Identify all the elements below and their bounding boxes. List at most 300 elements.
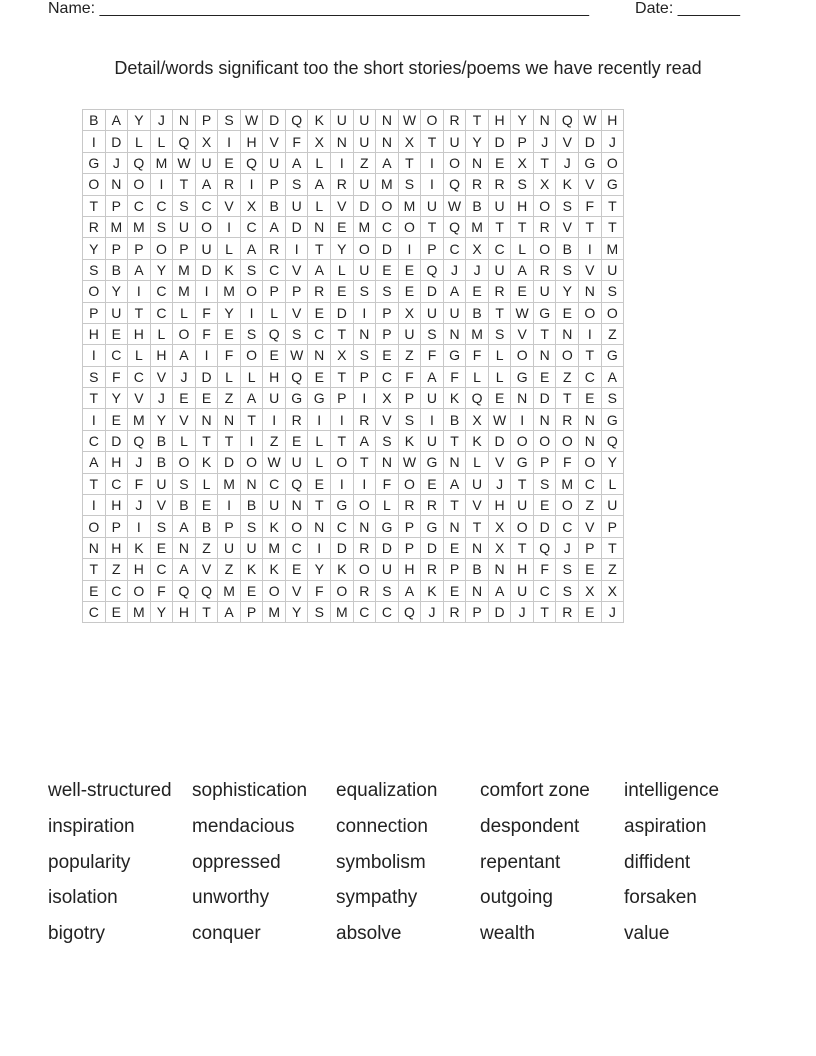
grid-cell[interactable]: G [421, 516, 444, 537]
grid-cell[interactable]: S [601, 388, 624, 409]
grid-cell[interactable]: S [150, 516, 173, 537]
grid-cell[interactable]: L [601, 473, 624, 494]
grid-cell[interactable]: H [511, 559, 534, 580]
grid-cell[interactable]: E [443, 580, 466, 601]
grid-cell[interactable]: R [556, 601, 579, 622]
grid-cell[interactable]: J [601, 601, 624, 622]
grid-cell[interactable]: W [240, 110, 263, 131]
grid-cell[interactable]: I [421, 174, 444, 195]
grid-cell[interactable]: N [285, 495, 308, 516]
grid-cell[interactable]: O [601, 302, 624, 323]
grid-cell[interactable]: W [579, 110, 602, 131]
grid-cell[interactable]: O [533, 238, 556, 259]
grid-cell[interactable]: O [511, 430, 534, 451]
grid-cell[interactable]: Y [105, 281, 128, 302]
grid-cell[interactable]: N [443, 323, 466, 344]
grid-cell[interactable]: R [308, 281, 331, 302]
grid-cell[interactable]: S [285, 174, 308, 195]
grid-cell[interactable]: K [331, 559, 354, 580]
grid-cell[interactable]: T [579, 345, 602, 366]
grid-cell[interactable]: O [511, 516, 534, 537]
grid-cell[interactable]: H [488, 495, 511, 516]
grid-cell[interactable]: A [195, 174, 218, 195]
grid-cell[interactable]: E [308, 302, 331, 323]
grid-cell[interactable]: U [421, 195, 444, 216]
grid-cell[interactable]: C [331, 516, 354, 537]
grid-cell[interactable]: F [195, 302, 218, 323]
grid-cell[interactable]: T [195, 430, 218, 451]
grid-cell[interactable]: N [579, 430, 602, 451]
grid-cell[interactable]: L [218, 238, 241, 259]
grid-cell[interactable]: P [601, 516, 624, 537]
grid-cell[interactable]: J [443, 259, 466, 280]
grid-cell[interactable]: K [443, 388, 466, 409]
grid-cell[interactable]: O [263, 580, 286, 601]
grid-cell[interactable]: T [601, 216, 624, 237]
grid-cell[interactable]: Q [195, 580, 218, 601]
grid-cell[interactable]: L [331, 259, 354, 280]
grid-cell[interactable]: P [466, 601, 489, 622]
grid-cell[interactable]: D [195, 366, 218, 387]
grid-cell[interactable]: W [488, 409, 511, 430]
grid-cell[interactable]: Y [105, 388, 128, 409]
grid-cell[interactable]: O [173, 323, 196, 344]
grid-cell[interactable]: Q [128, 430, 151, 451]
grid-cell[interactable]: S [173, 195, 196, 216]
grid-cell[interactable]: E [579, 559, 602, 580]
grid-cell[interactable]: O [353, 495, 376, 516]
grid-cell[interactable]: S [556, 195, 579, 216]
grid-cell[interactable]: I [150, 174, 173, 195]
grid-cell[interactable]: D [488, 601, 511, 622]
grid-cell[interactable]: H [83, 323, 106, 344]
grid-cell[interactable]: N [240, 473, 263, 494]
grid-cell[interactable]: I [353, 388, 376, 409]
grid-cell[interactable]: R [353, 537, 376, 558]
grid-cell[interactable]: J [150, 110, 173, 131]
grid-cell[interactable]: V [218, 195, 241, 216]
grid-cell[interactable]: L [488, 366, 511, 387]
grid-cell[interactable]: Q [173, 580, 196, 601]
grid-cell[interactable]: Q [263, 323, 286, 344]
grid-cell[interactable]: O [173, 452, 196, 473]
grid-cell[interactable]: S [353, 281, 376, 302]
grid-cell[interactable]: Z [556, 366, 579, 387]
grid-cell[interactable]: M [353, 216, 376, 237]
grid-cell[interactable]: A [173, 345, 196, 366]
grid-cell[interactable]: Q [285, 473, 308, 494]
grid-cell[interactable]: N [308, 516, 331, 537]
grid-cell[interactable]: T [601, 195, 624, 216]
grid-cell[interactable]: O [331, 580, 354, 601]
grid-cell[interactable]: E [195, 388, 218, 409]
grid-cell[interactable]: Y [331, 238, 354, 259]
grid-cell[interactable]: X [331, 345, 354, 366]
grid-cell[interactable]: X [488, 516, 511, 537]
grid-cell[interactable]: U [195, 152, 218, 173]
grid-cell[interactable]: M [218, 580, 241, 601]
grid-cell[interactable]: P [533, 452, 556, 473]
grid-cell[interactable]: G [376, 516, 399, 537]
grid-cell[interactable]: O [556, 495, 579, 516]
grid-cell[interactable]: I [83, 131, 106, 152]
grid-cell[interactable]: R [421, 495, 444, 516]
grid-cell[interactable]: B [173, 495, 196, 516]
grid-cell[interactable]: H [105, 495, 128, 516]
grid-cell[interactable]: O [533, 195, 556, 216]
grid-cell[interactable]: B [263, 195, 286, 216]
grid-cell[interactable]: R [331, 174, 354, 195]
grid-cell[interactable]: R [398, 495, 421, 516]
grid-cell[interactable]: C [105, 345, 128, 366]
grid-cell[interactable]: D [421, 537, 444, 558]
grid-cell[interactable]: Q [601, 430, 624, 451]
grid-cell[interactable]: S [601, 281, 624, 302]
grid-cell[interactable]: S [173, 473, 196, 494]
grid-cell[interactable]: S [376, 580, 399, 601]
grid-cell[interactable]: E [466, 281, 489, 302]
grid-cell[interactable]: S [398, 409, 421, 430]
grid-cell[interactable]: W [263, 452, 286, 473]
grid-cell[interactable]: V [579, 174, 602, 195]
grid-cell[interactable]: E [150, 537, 173, 558]
grid-cell[interactable]: I [331, 409, 354, 430]
grid-cell[interactable]: I [421, 409, 444, 430]
grid-cell[interactable]: K [466, 430, 489, 451]
grid-cell[interactable]: Q [533, 537, 556, 558]
grid-cell[interactable]: S [376, 430, 399, 451]
grid-cell[interactable]: V [195, 559, 218, 580]
grid-cell[interactable]: A [443, 281, 466, 302]
grid-cell[interactable]: U [398, 323, 421, 344]
grid-cell[interactable]: A [353, 430, 376, 451]
grid-cell[interactable]: N [579, 409, 602, 430]
grid-cell[interactable]: R [488, 174, 511, 195]
grid-cell[interactable]: N [533, 345, 556, 366]
grid-cell[interactable]: R [218, 174, 241, 195]
grid-cell[interactable]: L [128, 345, 151, 366]
grid-cell[interactable]: E [376, 259, 399, 280]
grid-cell[interactable]: G [421, 452, 444, 473]
grid-cell[interactable]: H [488, 110, 511, 131]
grid-cell[interactable]: R [263, 238, 286, 259]
grid-cell[interactable]: L [308, 452, 331, 473]
grid-cell[interactable]: T [331, 366, 354, 387]
grid-cell[interactable]: P [285, 281, 308, 302]
grid-cell[interactable]: N [533, 110, 556, 131]
grid-cell[interactable]: N [195, 409, 218, 430]
grid-cell[interactable]: I [128, 516, 151, 537]
grid-cell[interactable]: D [533, 388, 556, 409]
grid-cell[interactable]: H [128, 323, 151, 344]
grid-cell[interactable]: Q [443, 174, 466, 195]
grid-cell[interactable]: U [601, 259, 624, 280]
grid-cell[interactable]: C [83, 601, 106, 622]
grid-cell[interactable]: J [533, 131, 556, 152]
grid-cell[interactable]: U [488, 195, 511, 216]
grid-cell[interactable]: X [533, 174, 556, 195]
grid-cell[interactable]: A [398, 580, 421, 601]
grid-cell[interactable]: U [421, 302, 444, 323]
grid-cell[interactable]: O [421, 110, 444, 131]
grid-cell[interactable]: I [263, 409, 286, 430]
grid-cell[interactable]: R [556, 409, 579, 430]
grid-cell[interactable]: Z [218, 559, 241, 580]
grid-cell[interactable]: A [173, 516, 196, 537]
grid-cell[interactable]: A [285, 152, 308, 173]
grid-cell[interactable]: V [285, 302, 308, 323]
grid-cell[interactable]: N [488, 559, 511, 580]
grid-cell[interactable]: V [511, 323, 534, 344]
grid-cell[interactable]: X [488, 537, 511, 558]
grid-cell[interactable]: L [308, 430, 331, 451]
grid-cell[interactable]: T [331, 323, 354, 344]
grid-cell[interactable]: P [331, 388, 354, 409]
grid-cell[interactable]: I [398, 238, 421, 259]
grid-cell[interactable]: R [488, 281, 511, 302]
grid-cell[interactable]: E [105, 323, 128, 344]
grid-cell[interactable]: T [511, 216, 534, 237]
grid-cell[interactable]: J [556, 537, 579, 558]
grid-cell[interactable]: G [285, 388, 308, 409]
grid-cell[interactable]: E [533, 366, 556, 387]
grid-cell[interactable]: P [263, 174, 286, 195]
grid-cell[interactable]: O [240, 345, 263, 366]
grid-cell[interactable]: U [331, 110, 354, 131]
grid-cell[interactable]: N [466, 152, 489, 173]
grid-cell[interactable]: B [195, 516, 218, 537]
grid-cell[interactable]: O [240, 281, 263, 302]
grid-cell[interactable]: D [488, 131, 511, 152]
grid-cell[interactable]: M [263, 601, 286, 622]
grid-cell[interactable]: V [150, 495, 173, 516]
grid-cell[interactable]: U [443, 131, 466, 152]
grid-cell[interactable]: I [195, 281, 218, 302]
grid-cell[interactable]: A [376, 152, 399, 173]
grid-cell[interactable]: H [398, 559, 421, 580]
grid-cell[interactable]: E [579, 388, 602, 409]
grid-cell[interactable]: T [218, 430, 241, 451]
grid-cell[interactable]: C [240, 216, 263, 237]
grid-cell[interactable]: Y [601, 452, 624, 473]
grid-cell[interactable]: T [533, 323, 556, 344]
grid-cell[interactable]: A [421, 366, 444, 387]
grid-cell[interactable]: U [263, 495, 286, 516]
grid-cell[interactable]: H [128, 559, 151, 580]
grid-cell[interactable]: K [218, 259, 241, 280]
grid-cell[interactable]: B [466, 559, 489, 580]
grid-cell[interactable]: T [331, 430, 354, 451]
grid-cell[interactable]: U [105, 302, 128, 323]
grid-cell[interactable]: I [83, 345, 106, 366]
grid-cell[interactable]: E [285, 559, 308, 580]
grid-cell[interactable]: U [466, 473, 489, 494]
grid-cell[interactable]: V [376, 409, 399, 430]
grid-cell[interactable]: M [128, 216, 151, 237]
grid-cell[interactable]: L [150, 323, 173, 344]
grid-cell[interactable]: X [398, 302, 421, 323]
grid-cell[interactable]: E [331, 216, 354, 237]
grid-cell[interactable]: O [331, 452, 354, 473]
grid-cell[interactable]: G [579, 152, 602, 173]
grid-cell[interactable]: Y [83, 238, 106, 259]
grid-cell[interactable]: T [579, 216, 602, 237]
grid-cell[interactable]: I [331, 473, 354, 494]
grid-cell[interactable]: O [83, 516, 106, 537]
grid-cell[interactable]: U [421, 430, 444, 451]
grid-cell[interactable]: W [443, 195, 466, 216]
grid-cell[interactable]: C [533, 580, 556, 601]
grid-cell[interactable]: C [308, 323, 331, 344]
grid-cell[interactable]: G [511, 366, 534, 387]
grid-cell[interactable]: U [353, 110, 376, 131]
grid-cell[interactable]: E [533, 495, 556, 516]
grid-cell[interactable]: C [488, 238, 511, 259]
grid-cell[interactable]: P [105, 195, 128, 216]
grid-cell[interactable]: C [150, 281, 173, 302]
grid-cell[interactable]: N [466, 580, 489, 601]
grid-cell[interactable]: M [173, 281, 196, 302]
grid-cell[interactable]: K [240, 559, 263, 580]
grid-cell[interactable]: K [195, 452, 218, 473]
grid-cell[interactable]: C [150, 559, 173, 580]
grid-cell[interactable]: D [376, 537, 399, 558]
grid-cell[interactable]: P [105, 238, 128, 259]
grid-cell[interactable]: R [353, 580, 376, 601]
grid-cell[interactable]: V [488, 452, 511, 473]
grid-cell[interactable]: X [398, 131, 421, 152]
grid-cell[interactable]: X [579, 580, 602, 601]
grid-cell[interactable]: D [488, 430, 511, 451]
grid-cell[interactable]: N [579, 281, 602, 302]
grid-cell[interactable]: A [308, 174, 331, 195]
grid-cell[interactable]: U [173, 216, 196, 237]
grid-cell[interactable]: I [240, 430, 263, 451]
grid-cell[interactable]: W [398, 110, 421, 131]
grid-cell[interactable]: D [421, 281, 444, 302]
grid-cell[interactable]: H [511, 195, 534, 216]
grid-cell[interactable]: J [128, 452, 151, 473]
grid-cell[interactable]: T [83, 388, 106, 409]
grid-cell[interactable]: V [285, 259, 308, 280]
grid-cell[interactable]: L [511, 238, 534, 259]
grid-cell[interactable]: Y [150, 601, 173, 622]
grid-cell[interactable]: G [533, 302, 556, 323]
grid-cell[interactable]: Q [285, 366, 308, 387]
grid-cell[interactable]: U [218, 537, 241, 558]
grid-cell[interactable]: S [240, 323, 263, 344]
grid-cell[interactable]: F [421, 345, 444, 366]
grid-cell[interactable]: N [443, 452, 466, 473]
grid-cell[interactable]: M [128, 409, 151, 430]
grid-cell[interactable]: Y [308, 559, 331, 580]
grid-cell[interactable]: T [308, 495, 331, 516]
grid-cell[interactable]: V [128, 388, 151, 409]
grid-cell[interactable]: I [128, 281, 151, 302]
grid-cell[interactable]: E [488, 152, 511, 173]
grid-cell[interactable]: C [376, 601, 399, 622]
grid-cell[interactable]: F [308, 580, 331, 601]
grid-cell[interactable]: M [601, 238, 624, 259]
grid-cell[interactable]: U [533, 281, 556, 302]
grid-cell[interactable]: D [376, 238, 399, 259]
grid-cell[interactable]: R [443, 110, 466, 131]
grid-cell[interactable]: S [421, 323, 444, 344]
grid-cell[interactable]: M [263, 537, 286, 558]
grid-cell[interactable]: Z [195, 537, 218, 558]
grid-cell[interactable]: Z [601, 559, 624, 580]
grid-cell[interactable]: B [466, 302, 489, 323]
grid-cell[interactable]: A [128, 259, 151, 280]
grid-cell[interactable]: T [511, 537, 534, 558]
grid-cell[interactable]: A [511, 259, 534, 280]
grid-cell[interactable]: C [128, 195, 151, 216]
grid-cell[interactable]: E [556, 302, 579, 323]
date-field-label[interactable]: Date: _______ [635, 0, 740, 17]
grid-cell[interactable]: T [240, 409, 263, 430]
grid-cell[interactable]: E [263, 345, 286, 366]
grid-cell[interactable]: W [285, 345, 308, 366]
grid-cell[interactable]: L [218, 366, 241, 387]
grid-cell[interactable]: G [601, 174, 624, 195]
grid-cell[interactable]: A [83, 452, 106, 473]
grid-cell[interactable]: J [556, 152, 579, 173]
grid-cell[interactable]: E [398, 259, 421, 280]
grid-cell[interactable]: S [285, 323, 308, 344]
grid-cell[interactable]: C [376, 216, 399, 237]
grid-cell[interactable]: A [488, 580, 511, 601]
grid-cell[interactable]: X [466, 238, 489, 259]
grid-cell[interactable]: F [398, 366, 421, 387]
grid-cell[interactable]: V [173, 409, 196, 430]
grid-cell[interactable]: N [353, 516, 376, 537]
grid-cell[interactable]: F [218, 345, 241, 366]
grid-cell[interactable]: I [421, 152, 444, 173]
grid-cell[interactable]: I [331, 152, 354, 173]
grid-cell[interactable]: G [601, 345, 624, 366]
grid-cell[interactable]: V [579, 259, 602, 280]
grid-cell[interactable]: U [353, 259, 376, 280]
grid-cell[interactable]: N [466, 537, 489, 558]
grid-cell[interactable]: C [263, 473, 286, 494]
grid-cell[interactable]: Z [601, 323, 624, 344]
grid-cell[interactable]: E [308, 473, 331, 494]
grid-cell[interactable]: Q [128, 152, 151, 173]
grid-cell[interactable]: O [353, 559, 376, 580]
grid-cell[interactable]: R [443, 601, 466, 622]
grid-cell[interactable]: Y [285, 601, 308, 622]
grid-cell[interactable]: M [128, 601, 151, 622]
grid-cell[interactable]: U [488, 259, 511, 280]
grid-cell[interactable]: F [150, 580, 173, 601]
grid-cell[interactable]: T [83, 195, 106, 216]
grid-cell[interactable]: F [195, 323, 218, 344]
grid-cell[interactable]: K [128, 537, 151, 558]
grid-cell[interactable]: I [83, 495, 106, 516]
grid-cell[interactable]: T [443, 430, 466, 451]
grid-cell[interactable]: P [353, 366, 376, 387]
grid-cell[interactable]: O [579, 302, 602, 323]
grid-cell[interactable]: B [443, 409, 466, 430]
grid-cell[interactable]: G [601, 409, 624, 430]
grid-cell[interactable]: T [421, 131, 444, 152]
grid-cell[interactable]: A [443, 473, 466, 494]
grid-cell[interactable]: J [173, 366, 196, 387]
grid-cell[interactable]: R [466, 174, 489, 195]
grid-cell[interactable]: Q [173, 131, 196, 152]
grid-cell[interactable]: T [533, 601, 556, 622]
grid-cell[interactable]: P [376, 323, 399, 344]
